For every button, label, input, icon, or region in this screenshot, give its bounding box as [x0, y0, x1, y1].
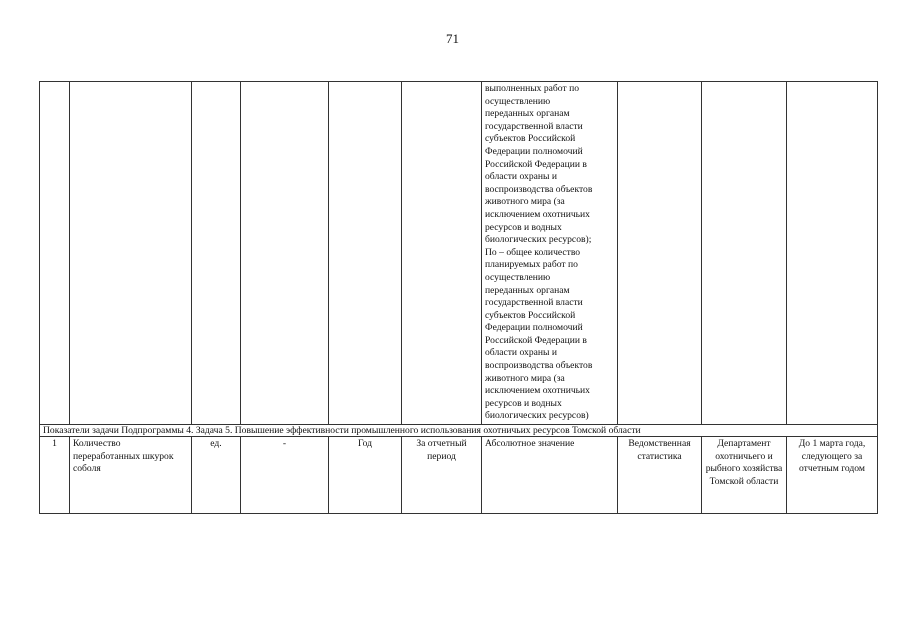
- source-cell: Ведомственная статистика: [618, 437, 702, 514]
- continuation-line: По – общее количество: [485, 246, 581, 258]
- table-cell: [702, 82, 787, 425]
- continuation-line: субъектов Российской: [485, 309, 576, 321]
- dash-cell: -: [241, 437, 329, 514]
- indicators-table: [39, 81, 878, 514]
- continuation-line: исключением охотничьих: [485, 385, 590, 397]
- table-cell: [402, 82, 482, 425]
- indicator-name: Количество переработанных шкурок соболя: [70, 437, 192, 514]
- continuation-line: биологических ресурсов);: [485, 234, 592, 246]
- continuation-line: биологических ресурсов): [485, 410, 589, 422]
- table-cell: [40, 82, 70, 425]
- continuation-line: животного мира (за: [485, 372, 565, 384]
- table-cell: [241, 82, 329, 425]
- table-row: [40, 437, 878, 514]
- continuation-line: воспроизводства объектов: [485, 360, 593, 372]
- continuation-line: ресурсов и водных: [485, 397, 562, 409]
- continuation-line: области охраны и: [485, 171, 557, 183]
- continuation-line: субъектов Российской: [485, 133, 576, 145]
- continuation-line: ресурсов и водных: [485, 221, 562, 233]
- continuation-line: животного мира (за: [485, 196, 565, 208]
- table-row: [40, 82, 878, 425]
- continuation-line: осуществлению: [485, 271, 551, 283]
- period-cell: Год: [329, 437, 402, 514]
- continuation-cell: [482, 82, 618, 425]
- continuation-line: переданных органам: [485, 108, 570, 120]
- section-header: Показатели задачи Подпрограммы 4. Задача 5. Повышение эффективности промышленного использования охотничьих ресурсов Томской области: [40, 425, 878, 437]
- page-number: 71: [446, 31, 459, 46]
- table-cell: [787, 82, 878, 425]
- table-cell: [192, 82, 241, 425]
- continuation-line: осуществлению: [485, 95, 551, 107]
- continuation-line: выполненных работ по: [485, 83, 579, 94]
- continuation-line: Федерации полномочий: [485, 145, 583, 157]
- responsible-cell: Департамент охотничьего и рыбного хозяйства Томской области: [702, 437, 787, 514]
- continuation-line: области охраны и: [485, 347, 557, 359]
- continuation-line: государственной власти: [485, 120, 583, 132]
- table-cell: [618, 82, 702, 425]
- table-cell: [329, 82, 402, 425]
- deadline-cell: До 1 марта года, следующего за отчетным годом: [787, 437, 878, 514]
- continuation-line: планируемых работ по: [485, 259, 578, 271]
- table-cell: [70, 82, 192, 425]
- continuation-line: переданных органам: [485, 284, 570, 296]
- continuation-line: Федерации полномочий: [485, 322, 583, 334]
- continuation-line: воспроизводства объектов: [485, 183, 593, 195]
- continuation-line: Российской Федерации в: [485, 334, 587, 346]
- table-row: [40, 425, 878, 437]
- continuation-line: Российской Федерации в: [485, 158, 587, 170]
- time-cell: За отчетный период: [402, 437, 482, 514]
- continuation-line: исключением охотничьих: [485, 208, 590, 220]
- unit-cell: ед.: [192, 437, 241, 514]
- method-cell: Абсолютное значение: [482, 437, 618, 514]
- row-number: 1: [40, 437, 70, 514]
- continuation-line: государственной власти: [485, 297, 583, 309]
